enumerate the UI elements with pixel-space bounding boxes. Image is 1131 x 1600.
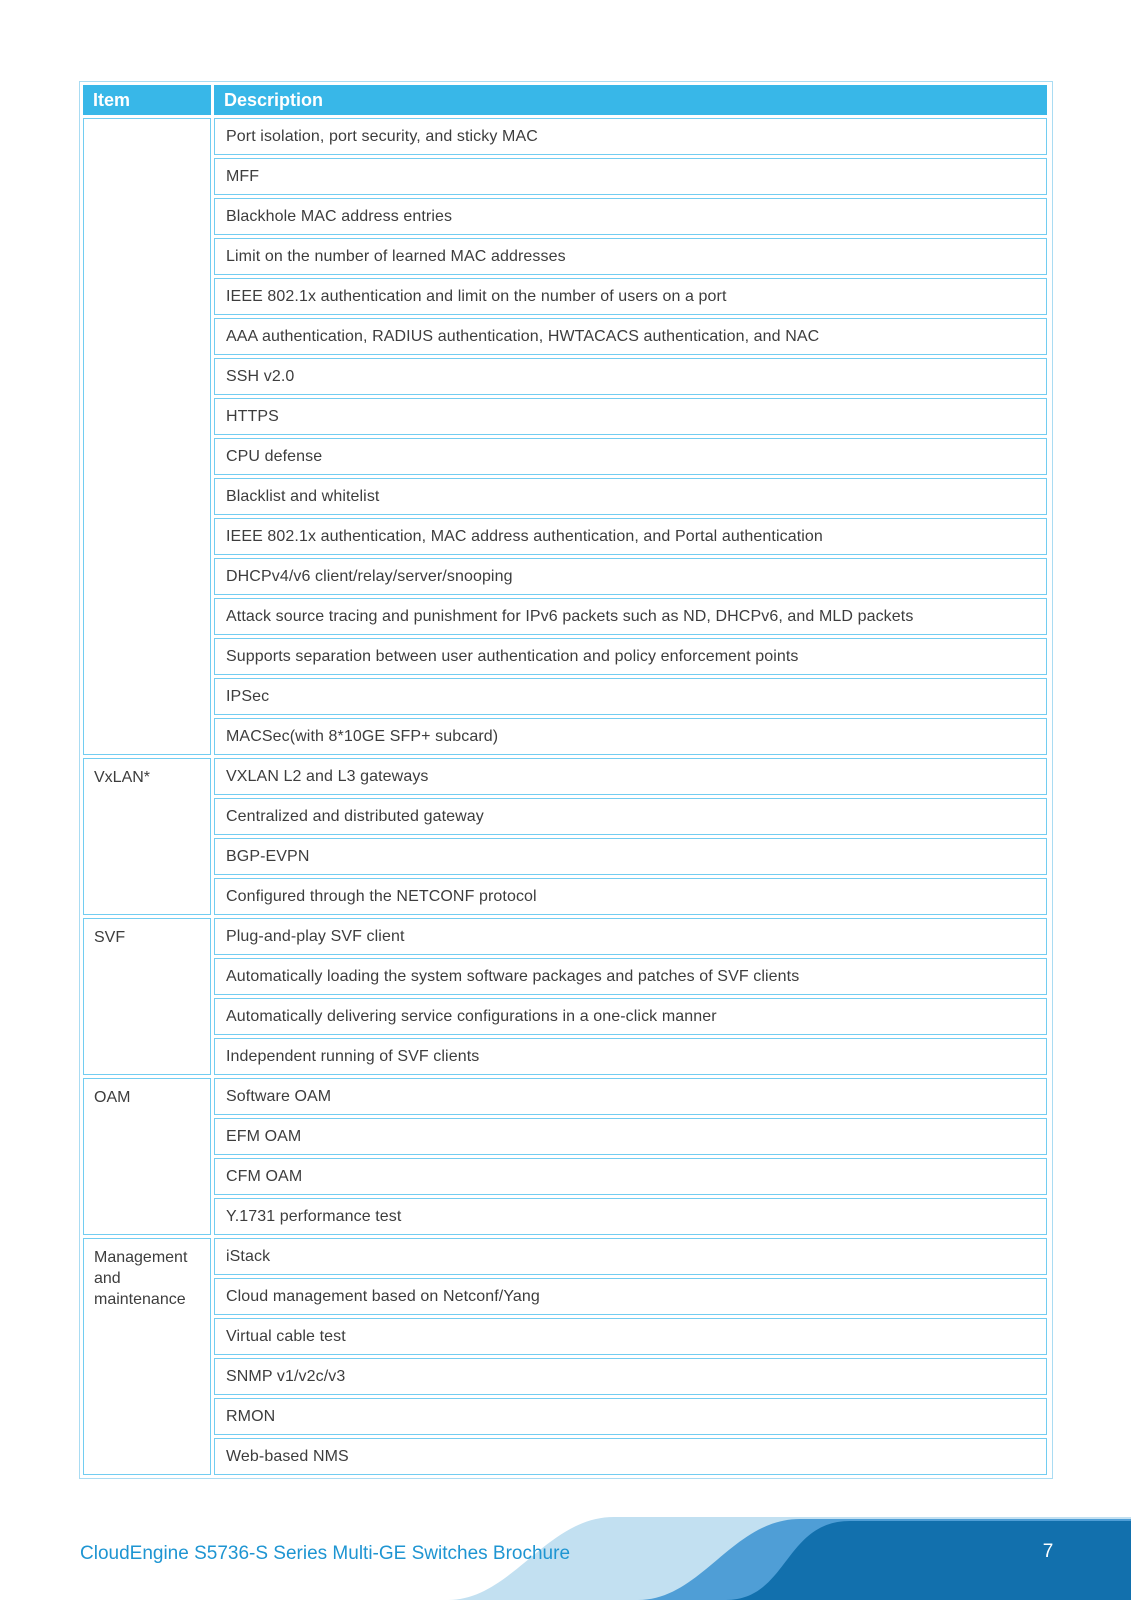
- table-row: [83, 558, 1047, 595]
- table-row: [83, 1038, 1047, 1075]
- table-row: [83, 1318, 1047, 1355]
- description-cell: Blacklist and whitelist: [214, 478, 1047, 515]
- description-cell: CFM OAM: [214, 1158, 1047, 1195]
- table-header-row: [83, 85, 1047, 115]
- description-cell: Y.1731 performance test: [214, 1198, 1047, 1235]
- table-row: [83, 1358, 1047, 1395]
- table-row: [83, 958, 1047, 995]
- description-cell: RMON: [214, 1398, 1047, 1435]
- table-row: [83, 678, 1047, 715]
- description-cell: Automatically delivering service configurations in a one-click manner: [214, 998, 1047, 1035]
- table-row: [83, 1078, 1047, 1115]
- description-cell: Cloud management based on Netconf/Yang: [214, 1278, 1047, 1315]
- page-footer: [0, 1470, 1131, 1600]
- description-cell: IEEE 802.1x authentication and limit on the number of users on a port: [214, 278, 1047, 315]
- table-row: [83, 318, 1047, 355]
- features-table-frame: [79, 81, 1053, 1479]
- description-cell: Limit on the number of learned MAC addresses: [214, 238, 1047, 275]
- description-cell: EFM OAM: [214, 1118, 1047, 1155]
- item-cell: Management and maintenance: [83, 1238, 211, 1475]
- col-header-item: Item: [83, 85, 211, 115]
- description-cell: SSH v2.0: [214, 358, 1047, 395]
- table-row: [83, 438, 1047, 475]
- table-row: [83, 238, 1047, 275]
- item-cell: OAM: [83, 1078, 211, 1235]
- description-cell: Independent running of SVF clients: [214, 1038, 1047, 1075]
- description-cell: IPSec: [214, 678, 1047, 715]
- description-cell: Supports separation between user authentication and policy enforcement points: [214, 638, 1047, 675]
- table-row: [83, 518, 1047, 555]
- description-cell: CPU defense: [214, 438, 1047, 475]
- description-cell: Port isolation, port security, and sticky MAC: [214, 118, 1047, 155]
- table-row: [83, 1278, 1047, 1315]
- description-cell: Configured through the NETCONF protocol: [214, 878, 1047, 915]
- description-cell: iStack: [214, 1238, 1047, 1275]
- description-cell: Web-based NMS: [214, 1438, 1047, 1475]
- table-row: [83, 1198, 1047, 1235]
- description-cell: Automatically loading the system software packages and patches of SVF clients: [214, 958, 1047, 995]
- table-row: [83, 478, 1047, 515]
- description-cell: VXLAN L2 and L3 gateways: [214, 758, 1047, 795]
- page-number: 7: [1042, 1541, 1054, 1562]
- table-row: [83, 1118, 1047, 1155]
- table-row: [83, 878, 1047, 915]
- item-cell: VxLAN*: [83, 758, 211, 915]
- table-row: [83, 278, 1047, 315]
- table-row: [83, 1238, 1047, 1275]
- description-cell: MACSec(with 8*10GE SFP+ subcard): [214, 718, 1047, 755]
- item-cell: [83, 118, 211, 755]
- features-table: [80, 82, 1050, 1478]
- footer-document-title: CloudEngine S5736-S Series Multi-GE Switches Brochure: [80, 1543, 571, 1564]
- description-cell: Virtual cable test: [214, 1318, 1047, 1355]
- table-row: [83, 118, 1047, 155]
- description-cell: AAA authentication, RADIUS authentication, HWTACACS authentication, and NAC: [214, 318, 1047, 355]
- description-cell: Centralized and distributed gateway: [214, 798, 1047, 835]
- table-row: [83, 838, 1047, 875]
- table-row: [83, 1158, 1047, 1195]
- table-row: [83, 1398, 1047, 1435]
- description-cell: Plug-and-play SVF client: [214, 918, 1047, 955]
- description-cell: MFF: [214, 158, 1047, 195]
- description-cell: HTTPS: [214, 398, 1047, 435]
- table-row: [83, 358, 1047, 395]
- item-cell: SVF: [83, 918, 211, 1075]
- table-row: [83, 918, 1047, 955]
- table-row: [83, 398, 1047, 435]
- description-cell: Attack source tracing and punishment for IPv6 packets such as ND, DHCPv6, and MLD packets: [214, 598, 1047, 635]
- description-cell: Software OAM: [214, 1078, 1047, 1115]
- table-row: [83, 638, 1047, 675]
- table-row: [83, 758, 1047, 795]
- description-cell: DHCPv4/v6 client/relay/server/snooping: [214, 558, 1047, 595]
- table-row: [83, 598, 1047, 635]
- col-header-description: Description: [214, 85, 1047, 115]
- table-row: [83, 198, 1047, 235]
- table-row: [83, 718, 1047, 755]
- description-cell: BGP-EVPN: [214, 838, 1047, 875]
- table-row: [83, 798, 1047, 835]
- description-cell: IEEE 802.1x authentication, MAC address authentication, and Portal authentication: [214, 518, 1047, 555]
- footer-wave-decoration: [0, 1470, 1131, 1600]
- description-cell: SNMP v1/v2c/v3: [214, 1358, 1047, 1395]
- table-row: [83, 158, 1047, 195]
- table-row: [83, 998, 1047, 1035]
- description-cell: Blackhole MAC address entries: [214, 198, 1047, 235]
